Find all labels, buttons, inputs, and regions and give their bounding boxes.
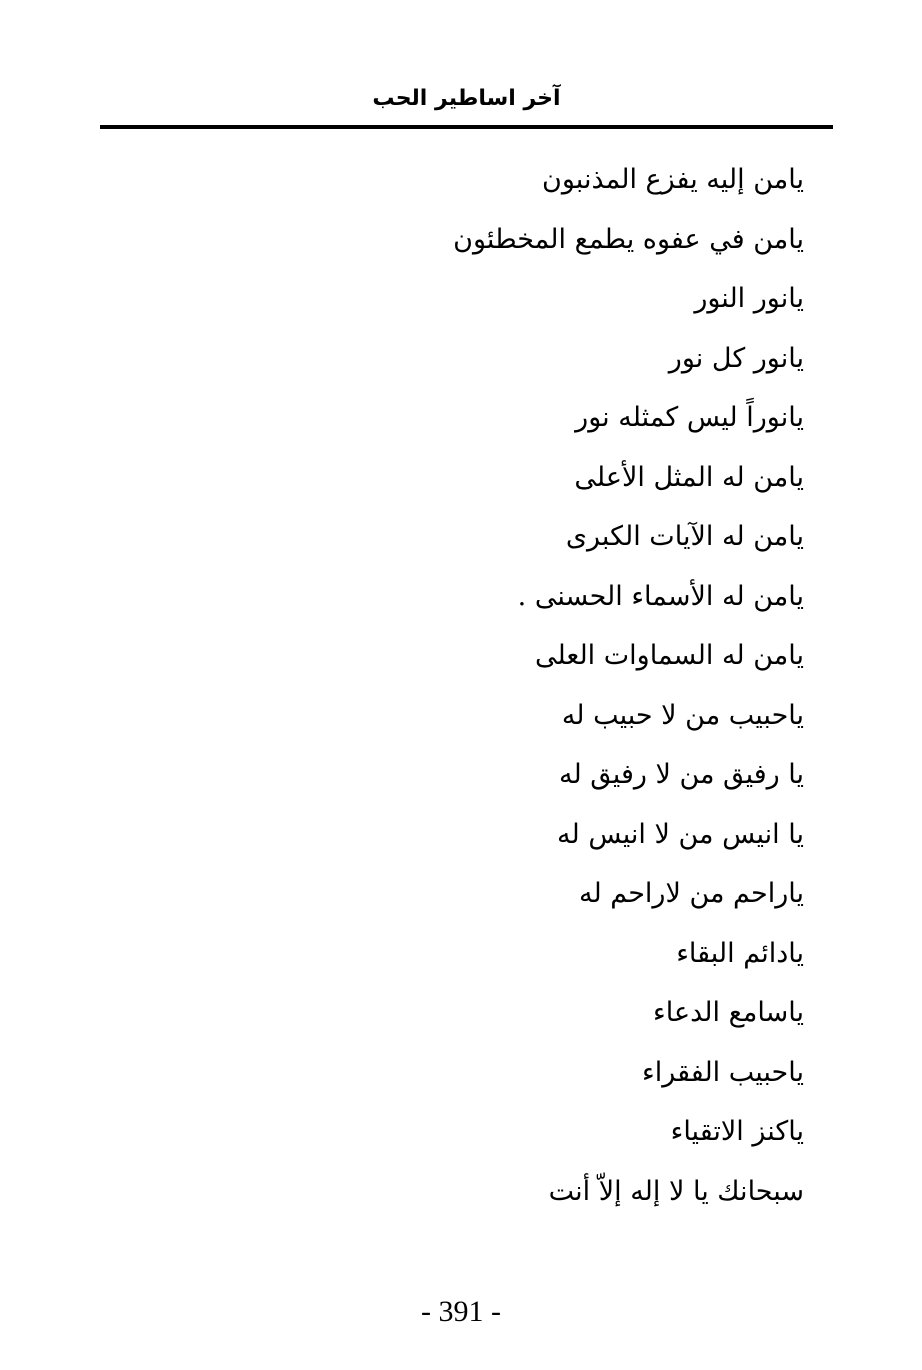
verse-line: ياراحم من لاراحم له	[578, 878, 804, 909]
verse-line: يامن في عفوه يطمع المخطئون	[453, 223, 804, 255]
verse-line: يادائم البقاء	[676, 937, 804, 969]
verse-line: يا انيس من لا انيس له	[557, 818, 804, 850]
verse-line: يا رفيق من لا رفيق له	[559, 759, 804, 790]
verse-line: يانور النور	[694, 283, 804, 314]
verse-list	[284, 150, 804, 1221]
verse-line: ياحبيب الفقراء	[642, 1056, 804, 1088]
running-header-title: آخر اساطير الحب	[372, 86, 561, 111]
verse-line: يامن له الآيات الكبرى	[565, 521, 804, 552]
verse-line: ياسامع الدعاء	[653, 997, 804, 1028]
verse-line: يامن له الأسماء الحسنى .	[517, 580, 804, 612]
verse-line: يانوراً ليس كمثله نور	[575, 402, 804, 433]
header-rule	[100, 125, 833, 129]
verse-line: يامن له السماوات العلى	[534, 640, 804, 671]
verse-line: يامن له المثل الأعلى	[574, 461, 804, 493]
verse-line: يامن إليه يفزع المذنبون	[542, 164, 804, 195]
verse-line: يانور كل نور	[668, 342, 804, 374]
verse-line: ياحبيب من لا حبيب له	[561, 699, 804, 731]
verse-line: ياكنز الاتقياء	[670, 1116, 804, 1147]
page-number: - 391 -	[421, 1295, 501, 1328]
verse-line: سبحانك يا لا إله إلاّ أنت	[548, 1175, 804, 1207]
